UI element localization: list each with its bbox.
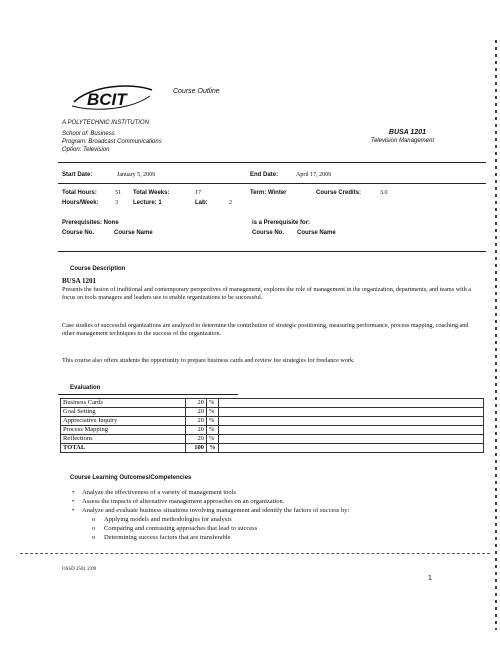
scan-edge [495,40,497,630]
percent-sign: % [207,444,219,453]
section-divider [58,251,486,252]
evaluation-heading: Evaluation [70,385,101,391]
bcit-logo-swoosh [70,82,155,112]
evaluation-row [61,417,484,426]
evaluation-item: Process Mapping [61,426,186,435]
sub-outcome-text: Applying models and methodologies for analysis [104,516,232,523]
evaluation-row [61,426,484,435]
description-course-code: BUSA 1201 [62,277,97,285]
evaluation-item: Reflections [61,435,186,444]
evaluation-item: Business Cards [61,399,186,408]
sub-bullet-icon: o [92,516,96,523]
course-no-label: Course No. [62,230,95,236]
evaluation-divider [58,394,238,395]
course-name-label: Course Name [114,230,153,236]
footer-code: OSSD 2501 2/09 [62,567,97,572]
school-line: School of: Business [62,131,115,137]
description-paragraph-3: This course also offers students the opportunity to prepare business cards and review fee strategies for freelance work. [62,357,355,364]
sub-list-item [70,515,470,524]
evaluation-blank [218,426,484,435]
outcomes-list [70,488,470,542]
sub-list-item [70,533,470,542]
course-no-label-2: Course No. [252,230,285,236]
total-weeks-label: Total Weeks: [133,190,170,196]
evaluation-percent: 20 [186,435,207,444]
outcome-text: Analyze the effectiveness of a variety of management tools [82,489,237,496]
program-line: Program: Broadcast Communications [62,139,162,145]
total-hours-label: Total Hours: [62,190,97,196]
course-credits-label: Course Credits: [316,190,362,196]
bullet-icon: • [72,489,75,496]
evaluation-percent: 20 [186,426,207,435]
evaluation-percent: 20 [186,417,207,426]
course-title: Television Management [370,138,434,144]
outcome-text: Analyze and evaluate business situations involving management and identify the factors of success by: [82,507,350,514]
evaluation-item: Appreciative Inquiry [61,417,186,426]
evaluation-row [61,435,484,444]
evaluation-table [60,398,484,453]
percent-sign: % [207,435,219,444]
bcit-logo [70,82,155,112]
prerequisites-label: Prerequisites: None [62,220,119,226]
outcome-text: Assess the impacts of alternative management approaches on an organization. [82,498,285,505]
description-paragraph-2: Case studies of successful organizations are analyzed to determine the contribution of strategic positioning, measuring performance, process mapping, coaching and other management techniques to the success of the organization. [62,322,469,337]
hours-week-label: Hours/Week: [62,200,99,206]
footer-divider [20,553,490,554]
evaluation-total-percent: 100 [186,444,207,453]
list-item [70,497,470,506]
bullet-icon: • [72,498,75,505]
evaluation-percent: 20 [186,408,207,417]
term-label: Term: Winter [250,190,287,196]
end-date-value: April 17, 2009 [296,172,332,178]
percent-sign: % [207,399,219,408]
evaluation-row [61,399,484,408]
evaluation-row [61,408,484,417]
course-code: BUSA 1201 [388,129,426,136]
sub-bullet-icon: o [92,525,96,532]
percent-sign: % [207,426,219,435]
total-hours-value: 51 [115,190,121,196]
sub-list-item [70,524,470,533]
sub-outcome-text: Comparing and contrasting approaches that lead to success [104,525,258,532]
lab-label: Lab: [195,200,208,206]
evaluation-item: Goal Setting [61,408,186,417]
lecture-label: Lecture: 1 [133,200,162,206]
info-divider [58,183,486,184]
page-number: 1 [428,575,432,582]
course-credits-value: 3.0 [380,190,388,196]
evaluation-total-row [61,444,484,453]
description-paragraph-1: Presents the fusion of traditional and contemporary perspectives of management, explores the role of management in the organization, departments, and teams with a focus on tools managers and leaders use to enable organizations to be successful. [62,286,471,301]
start-date-label: Start Date: [62,172,93,178]
hours-week-value: 3 [115,200,118,206]
evaluation-blank [218,435,484,444]
is-prerequisite-label: is a Prerequisite for: [252,220,311,226]
list-item [70,506,470,515]
svg-text:BCIT: BCIT [87,90,127,109]
header-divider [58,162,486,163]
institution-tagline: A POLYTECHNIC INSTITUTION [62,120,149,126]
bullet-icon: • [72,507,75,514]
evaluation-blank [218,417,484,426]
sub-outcome-text: Determining success factors that are transferable [104,534,231,541]
evaluation-total-label: TOTAL [61,444,186,453]
course-name-label-2: Course Name [297,230,336,236]
percent-sign: % [207,408,219,417]
sub-bullet-icon: o [92,534,96,541]
lab-value: 2 [229,200,232,206]
start-date-value: January 5, 2009 [117,172,156,178]
evaluation-blank [218,399,484,408]
course-description-heading: Course Description [70,266,126,272]
total-weeks-value: 17 [195,190,201,196]
list-item [70,488,470,497]
evaluation-blank [218,444,484,453]
option-line: Option: Television [62,147,110,153]
end-date-label: End Date: [250,172,279,178]
outcomes-heading: Course Learning Outcomes/Competencies [70,475,192,481]
evaluation-blank [218,408,484,417]
percent-sign: % [207,417,219,426]
evaluation-percent: 20 [186,399,207,408]
course-outline-label: Course Outline [173,88,220,95]
